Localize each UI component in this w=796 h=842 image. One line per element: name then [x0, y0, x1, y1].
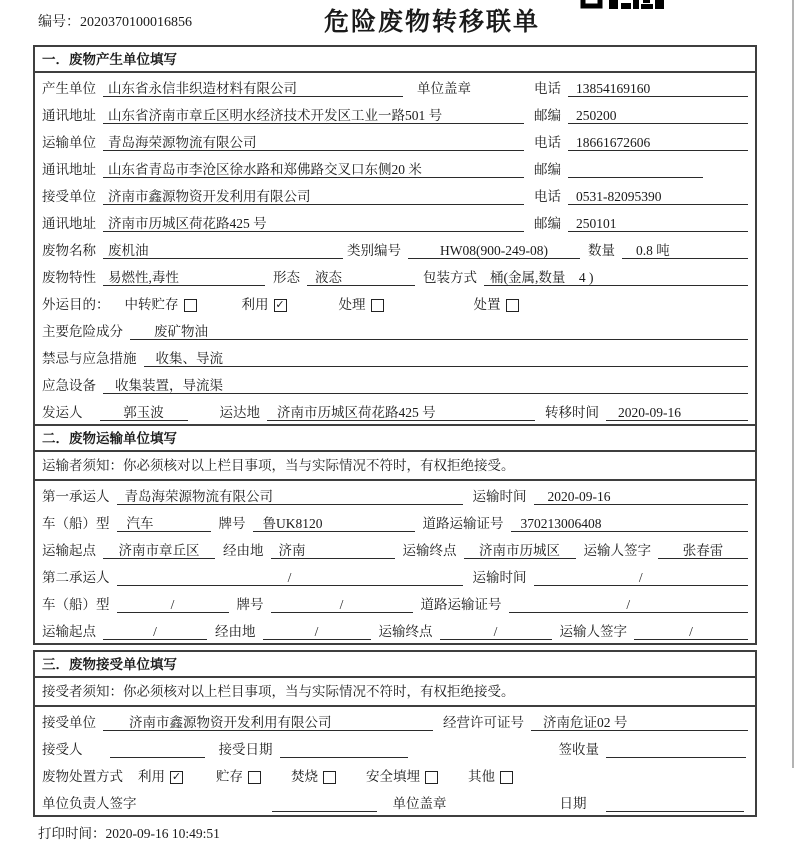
route-via-2-field: / — [263, 623, 371, 640]
section-producer-title: 一．废物产生单位填写 — [35, 47, 755, 73]
waste-character-field: 易燃性,毒性 — [103, 269, 265, 286]
transport-date-1-field: 2020-09-16 — [534, 488, 749, 505]
checkbox-disposal-other-label: 其他 — [468, 769, 495, 784]
destination-field: 济南市历城区荷花路425 号 — [267, 404, 535, 421]
contraindication-field: 收集、导流 — [144, 350, 749, 367]
row-route-2 — [35, 616, 755, 643]
row-receiver-address-label-2: 邮编 — [534, 216, 561, 231]
row-vehicle-2 — [35, 589, 755, 616]
row-vehicle-1 — [35, 508, 755, 535]
checkbox-transit-storage-label: 中转贮存 — [124, 297, 179, 312]
row-waste-name — [35, 235, 755, 262]
waste-name-field: 废机油 — [103, 242, 343, 259]
checkbox-utilize-label: 利用 — [241, 297, 269, 312]
row-contraindication-label-0: 禁忌与应急措施 — [42, 351, 137, 366]
transporter-zip-field — [568, 161, 703, 178]
row-transfer-purpose-label-0: 外运目的： — [42, 297, 110, 312]
row-transporter-unit-label-2: 电话 — [534, 135, 561, 150]
producer-zip-field: 250200 — [568, 107, 748, 124]
plate-number-1-field: 鲁UK8120 — [253, 515, 415, 532]
vehicle-type-2-field: / — [117, 596, 229, 613]
section-producer — [33, 45, 757, 426]
waste-code-field: HW08(900-249-08) — [408, 242, 580, 259]
receiver-name-field: 济南市鑫源物资开发利用有限公司 — [103, 188, 524, 205]
section-transport-title: 二．废物运输单位填写 — [35, 426, 755, 452]
row-receive-person — [35, 734, 755, 761]
checkbox-disposal-storage — [216, 768, 261, 785]
road-permit-1-field: 370213006408 — [511, 515, 749, 532]
route-end-1-field: 济南市历城区 — [464, 542, 576, 559]
print-time-label: 打印时间： — [38, 826, 106, 841]
transporter-address-field: 山东省青岛市李沧区徐水路和郑佛路交叉口东侧20 米 — [103, 161, 524, 178]
row-receive-person-label-0: 接受人 — [42, 742, 83, 757]
row-receiver-unit-label-2: 电话 — [534, 189, 561, 204]
receiver-zip-field: 250101 — [568, 215, 748, 232]
checkbox-dispose — [474, 296, 519, 313]
row-emergency-equipment — [35, 370, 755, 397]
transporter-phone-field: 18661672606 — [568, 134, 748, 151]
receiver-seal-label: 单位盖章 — [392, 796, 447, 811]
row-disposal-method — [35, 761, 755, 788]
road-permit-2-field: / — [509, 596, 749, 613]
row-transporter-unit — [35, 127, 755, 154]
second-carrier-field: / — [117, 569, 463, 586]
checkbox-utilize: ✓ — [275, 299, 285, 311]
row-producer-unit-label-0: 产生单位 — [42, 81, 96, 96]
qr-code-fragment — [580, 0, 664, 9]
emergency-equipment-field: 收集装置，导流渠 — [103, 377, 748, 394]
row-route-1-label-2: 经由地 — [223, 543, 264, 558]
row-first-carrier — [35, 481, 755, 508]
checkbox-dispose — [506, 299, 519, 312]
row-vehicle-2-label-2: 牌号 — [236, 597, 264, 612]
row-emergency-equipment-label-0: 应急设备 — [42, 378, 96, 393]
form-body — [33, 45, 757, 817]
checkbox-disposal-storage-label: 贮存 — [216, 769, 243, 784]
route-start-1-field: 济南市章丘区 — [103, 542, 215, 559]
producer-address-field: 山东省济南市章丘区明水经济技术开发区工业一路501 号 — [103, 107, 524, 124]
checkbox-disposal-incinerate — [291, 768, 336, 785]
section-receiver — [33, 650, 757, 817]
vehicle-type-1-field: 汽车 — [117, 515, 211, 532]
checkbox-disposal-incinerate-label: 焚烧 — [291, 769, 318, 784]
serial-number — [38, 11, 192, 31]
row-second-carrier — [35, 562, 755, 589]
receive-date-field — [280, 741, 408, 758]
checkbox-dispose-label: 处置 — [473, 297, 501, 312]
row-consignor-label-2: 运达地 — [219, 405, 260, 420]
checkbox-utilize — [242, 296, 287, 313]
row-main-hazard — [35, 316, 755, 343]
receiver-address-field: 济南市历城区荷花路425 号 — [103, 215, 524, 232]
row-waste-character-label-0: 废物特性 — [42, 270, 96, 285]
consignor-field: 郭玉波 — [100, 404, 188, 421]
row-vehicle-1-label-4: 道路运输证号 — [422, 516, 504, 531]
waste-quantity-field: 0.8 吨 — [622, 242, 748, 259]
transport-date-2-field: / — [534, 569, 749, 586]
row-route-1 — [35, 535, 755, 562]
producer-phone-field: 13854169160 — [568, 80, 748, 97]
checkbox-disposal-other — [500, 771, 513, 784]
row-waste-name-label-0: 废物名称 — [42, 243, 96, 258]
row-contraindication — [35, 343, 755, 370]
receiver-phone-field: 0531-82095390 — [568, 188, 748, 205]
row-receiver-unit-label-0: 接受单位 — [42, 189, 96, 204]
section-receiver-notice: 接受者须知：你必须核对以上栏目事项，当与实际情况不符时，有权拒绝接受。 — [35, 678, 755, 707]
row-waste-name-label-4: 数量 — [588, 243, 615, 258]
carrier-signature-1-field: 张春雷 — [658, 542, 748, 559]
row-waste-character-label-4: 包装方式 — [423, 270, 477, 285]
route-start-2-field: / — [103, 623, 207, 640]
checkbox-transit-storage — [125, 296, 197, 313]
row-second-carrier-label-0: 第二承运人 — [42, 570, 110, 585]
checkbox-disposal-storage — [248, 771, 261, 784]
row-responsible-signature-label-3: 日期 — [559, 796, 587, 811]
transfer-date-field: 2020-09-16 — [606, 404, 748, 421]
checkbox-treat — [339, 296, 384, 313]
row-receive-person-label-2: 接受日期 — [218, 742, 273, 757]
producer-name-field: 山东省永信非织造材料有限公司 — [103, 80, 403, 97]
row-receive-person-label-5: 签收量 — [558, 742, 599, 757]
row-disposal-method-label-0: 废物处置方式 — [42, 769, 123, 784]
checkbox-disposal-utilize-label: 利用 — [138, 769, 165, 784]
checkbox-disposal-landfill-label: 安全填埋 — [366, 769, 420, 784]
row-producer-address-label-2: 邮编 — [534, 108, 561, 123]
main-hazard-field: 废矿物油 — [130, 323, 748, 340]
checkbox-treat — [371, 299, 384, 312]
plate-number-2-field: / — [271, 596, 413, 613]
row-route-2-label-2: 经由地 — [215, 624, 256, 639]
row-producer-address — [35, 100, 755, 127]
checkbox-disposal-incinerate — [323, 771, 336, 784]
row-first-carrier-label-0: 第一承运人 — [42, 489, 110, 504]
row-waste-name-label-2: 类别编号 — [347, 243, 401, 258]
section-transport-notice: 运输者须知：你必须核对以上栏目事项，当与实际情况不符时，有权拒绝接受。 — [35, 452, 755, 481]
transporter-name-field: 青岛海荣源物流有限公司 — [103, 134, 524, 151]
serial-value: 2020370100016856 — [80, 15, 192, 30]
row-producer-unit — [35, 73, 755, 100]
row-main-hazard-label-0: 主要危险成分 — [42, 324, 123, 339]
row-receive-unit — [35, 707, 755, 734]
document-header — [0, 0, 796, 44]
checkbox-treat-label: 处理 — [338, 297, 366, 312]
route-via-1-field: 济南 — [271, 542, 395, 559]
row-receive-unit-label-0: 接受单位 — [42, 715, 96, 730]
first-carrier-field: 青岛海荣源物流有限公司 — [117, 488, 463, 505]
checkbox-disposal-other — [468, 768, 513, 785]
section-transport — [33, 424, 757, 645]
row-route-2-label-4: 运输终点 — [378, 624, 433, 639]
waste-form-field: 液态 — [307, 269, 415, 286]
row-route-1-label-0: 运输起点 — [42, 543, 96, 558]
row-waste-character-label-2: 形态 — [273, 270, 300, 285]
print-time-value: 2020-09-16 10:49:51 — [105, 826, 220, 841]
carrier-signature-2-field: / — [634, 623, 748, 640]
license-number-field: 济南危证02 号 — [531, 714, 748, 731]
received-amount-field — [606, 741, 746, 758]
receive-unit-field: 济南市鑫源物资开发利用有限公司 — [103, 714, 433, 731]
packing-method-field: 桶(金属,数量 4 ) — [484, 269, 748, 286]
checkbox-disposal-landfill — [425, 771, 438, 784]
row-consignor-label-4: 转移时间 — [545, 405, 599, 420]
row-transporter-address-label-2: 邮编 — [534, 162, 561, 177]
row-second-carrier-label-2: 运输时间 — [472, 570, 527, 585]
responsible-signature-field — [272, 795, 377, 812]
row-route-2-label-0: 运输起点 — [42, 624, 96, 639]
row-waste-character — [35, 262, 755, 289]
row-transporter-address — [35, 154, 755, 181]
page-edge-line — [792, 0, 794, 768]
receive-person-field — [110, 741, 205, 758]
row-receiver-unit — [35, 181, 755, 208]
row-route-2-label-6: 运输人签字 — [559, 624, 627, 639]
page-title: 危险废物转移联单 — [323, 9, 541, 36]
row-receiver-address — [35, 208, 755, 235]
row-vehicle-1-label-2: 牌号 — [218, 516, 246, 531]
row-receive-unit-label-2: 经营许可证号 — [443, 715, 524, 730]
row-producer-unit-label-4: 电话 — [534, 81, 561, 96]
row-transporter-address-label-0: 通讯地址 — [42, 162, 96, 177]
checkbox-disposal-utilize: ✓ — [171, 771, 182, 783]
unit-seal-label: 单位盖章 — [417, 81, 471, 96]
row-vehicle-1-label-0: 车（船）型 — [42, 516, 110, 531]
receive-seal-date-field — [606, 795, 745, 812]
route-end-2-field: / — [440, 623, 552, 640]
row-first-carrier-label-2: 运输时间 — [472, 489, 527, 504]
section-receiver-title: 三．废物接受单位填写 — [35, 652, 755, 678]
row-route-1-label-6: 运输人签字 — [583, 543, 651, 558]
serial-label: 编号： — [38, 15, 80, 30]
row-responsible-signature — [35, 788, 755, 815]
row-vehicle-2-label-4: 道路运输证号 — [420, 597, 502, 612]
row-consignor — [35, 397, 755, 424]
checkbox-disposal-utilize — [138, 768, 183, 785]
row-consignor-label-0: 发运人 — [42, 405, 83, 420]
row-receiver-address-label-0: 通讯地址 — [42, 216, 96, 231]
checkbox-disposal-landfill — [366, 768, 438, 785]
row-producer-address-label-0: 通讯地址 — [42, 108, 96, 123]
checkbox-transit-storage — [184, 299, 197, 312]
row-responsible-signature-label-0: 单位负责人签字 — [42, 796, 137, 811]
row-transporter-unit-label-0: 运输单位 — [42, 135, 96, 150]
row-route-1-label-4: 运输终点 — [402, 543, 457, 558]
print-time — [38, 822, 796, 842]
row-transfer-purpose — [35, 289, 755, 316]
row-vehicle-2-label-0: 车（船）型 — [42, 597, 110, 612]
